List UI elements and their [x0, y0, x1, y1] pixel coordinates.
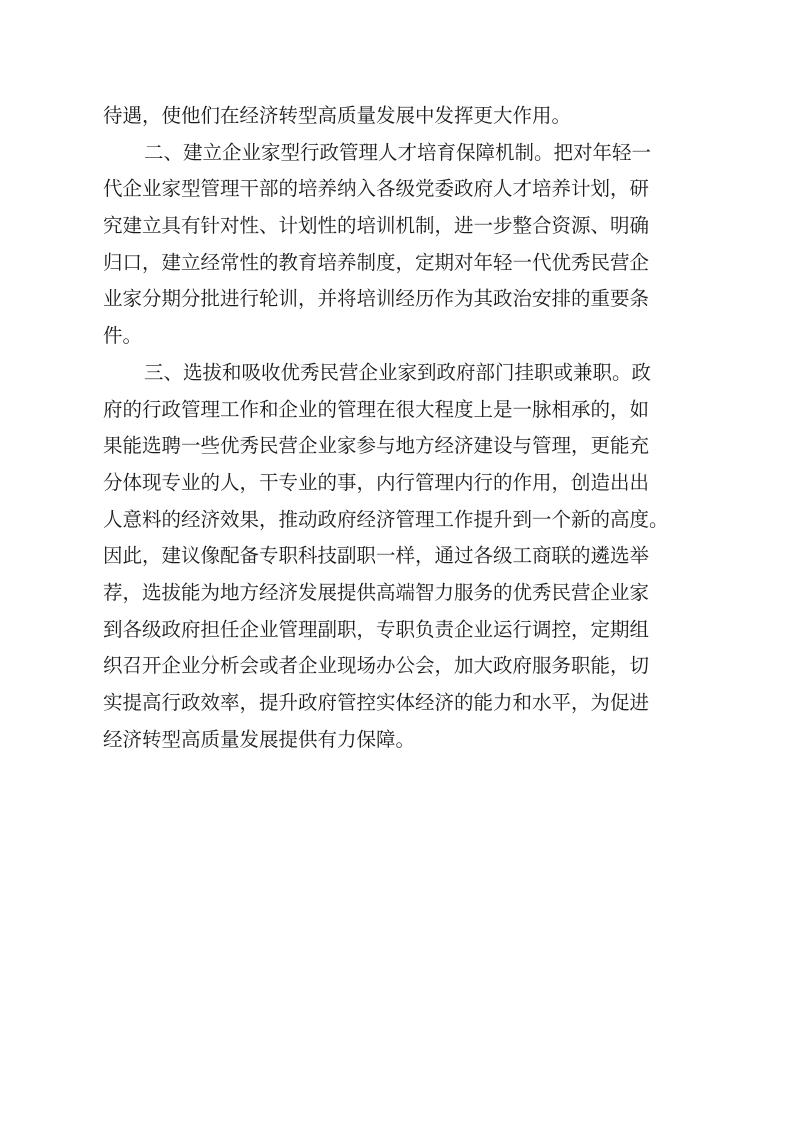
text-line: 因此，建议像配备专职科技副职一样，通过各级工商联的遴选举	[103, 544, 650, 568]
text-line: 经济转型高质量发展提供有力保障。	[103, 727, 416, 751]
paragraph-section-three	[103, 355, 693, 759]
text-line: 归口，建立经常性的教育培养制度，定期对年轻一代优秀民营企	[103, 250, 650, 274]
text-line: 分体现专业的人，干专业的事，内行管理内行的作用，创造出出	[103, 470, 650, 494]
text-line: 府的行政管理工作和企业的管理在很大程度上是一脉相承的，如	[103, 397, 650, 421]
text-line: 三、选拔和吸收优秀民营企业家到政府部门挂职或兼职。政	[144, 360, 652, 384]
text-line: 果能选聘一些优秀民营企业家参与地方经济建设与管理，更能充	[103, 434, 650, 458]
text-line: 实提高行政效率，提升政府管控实体经济的能力和水平，为促进	[103, 691, 650, 714]
text-line: 代企业家型管理干部的培养纳入各级党委政府人才培养计划，研	[103, 177, 650, 201]
text-line: 到各级政府担任企业管理副职，专职负责企业运行调控，定期组	[103, 617, 650, 641]
paragraph-continuation	[103, 98, 693, 135]
text-line: 人意料的经济效果，推动政府经济管理工作提升到一个新的高度。	[103, 507, 669, 531]
text-line: 荐，选拔能为地方经济发展提供高端智力服务的优秀民营企业家	[103, 580, 650, 604]
text-line: 业家分期分批进行轮训，并将培训经历作为其政治安排的重要条	[103, 287, 650, 311]
text-line: 待遇，使他们在经济转型高质量发展中发挥更大作用。	[103, 104, 572, 127]
text-line: 究建立具有针对性、计划性的培训机制，进一步整合资源、明确	[103, 214, 650, 238]
text-line: 件。	[103, 324, 143, 348]
text-line: 二、建立企业家型行政管理人才培育保障机制。把对年轻一	[144, 140, 652, 164]
paragraph-section-two	[103, 135, 693, 355]
document-body	[103, 98, 693, 758]
text-line: 织召开企业分析会或者企业现场办公会，加大政府服务职能，切	[103, 654, 650, 678]
